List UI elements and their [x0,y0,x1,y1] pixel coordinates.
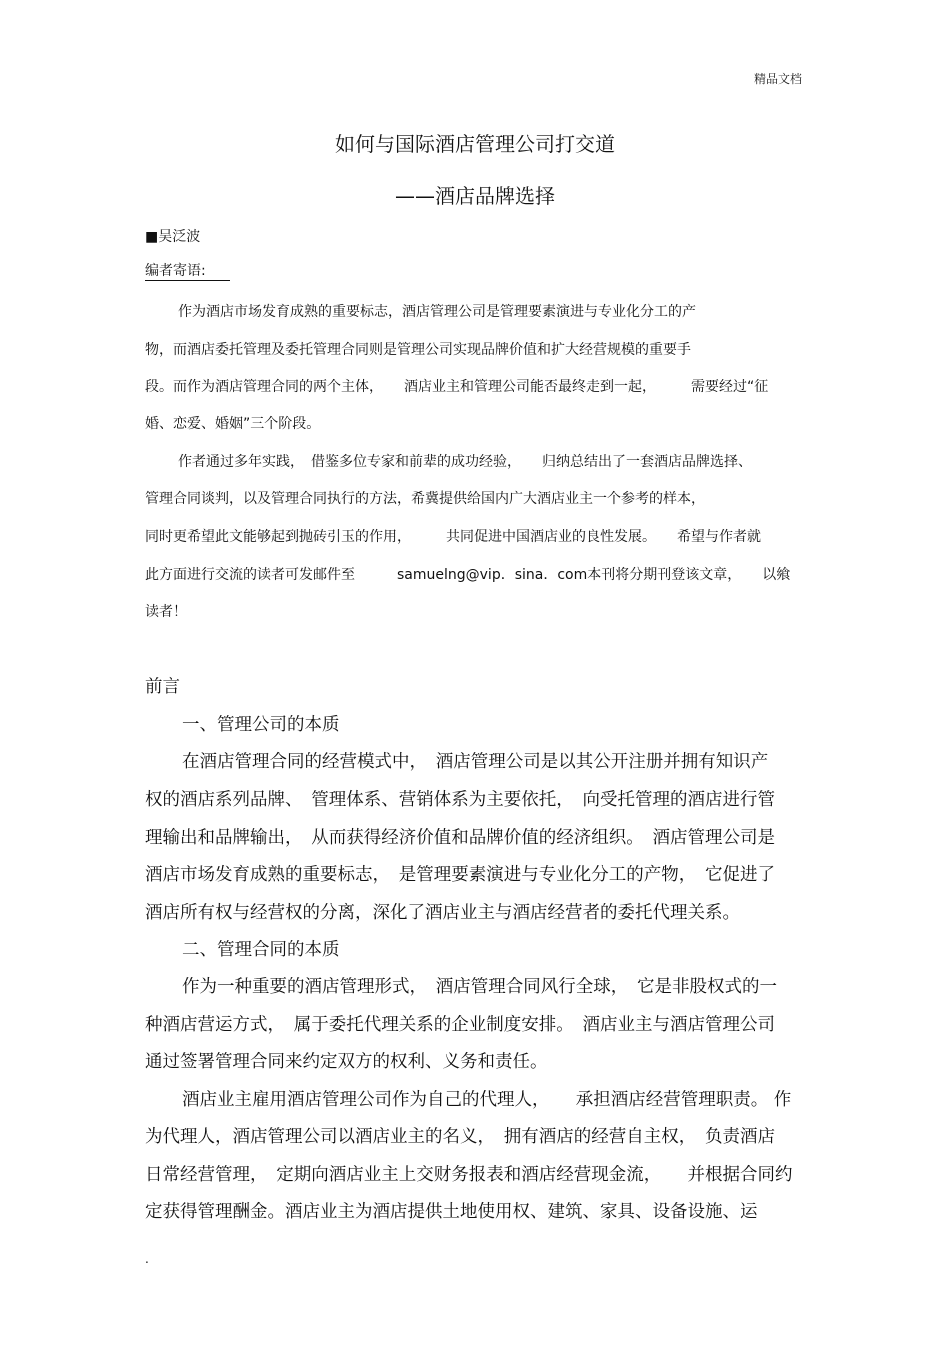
document-subtitle: ——酒店品牌选择 [395,184,555,208]
editor-line: 读者！ [145,604,187,620]
editor-note-label: 编者寄语: [145,262,230,281]
body-line: 作为一种重要的酒店管理形式， 酒店管理合同风行全球， 它是非股权式的一 [182,977,777,997]
preface-heading: 前言 [145,677,180,697]
body-line: 酒店市场发育成熟的重要标志， 是管理要素演进与专业化分工的产物， 它促进了 [145,865,775,885]
body-line: 酒店业主雇用酒店管理公司作为自己的代理人， 承担酒店经营管理职责。 作 [182,1090,792,1110]
body-line: 酒店所有权与经营权的分离，深化了酒店业主与酒店经营者的委托代理关系。 [145,903,740,923]
body-line: 种酒店营运方式， 属于委托代理关系的企业制度安排。 酒店业主与酒店管理公司 [145,1015,775,1035]
page-footer-dot: . [145,1252,149,1266]
editor-line: 作者通过多年实践， 借鉴多位专家和前辈的成功经验， 归纳总结出了一套酒店品牌选择、 [178,454,752,470]
document-title: 如何与国际酒店管理公司打交道 [335,132,615,156]
author-line: ■吴泛波 [145,229,201,245]
body-line: 在酒店管理合同的经营模式中， 酒店管理公司是以其公开注册并拥有知识产 [182,752,769,772]
editor-line: 婚、恋爱、婚姻”三个阶段。 [145,416,321,432]
editor-line: 作为酒店市场发育成熟的重要标志，酒店管理公司是管理要素演进与专业化分工的产 [178,304,696,320]
editor-line: 此方面进行交流的读者可发邮件至 samuelng@vip．sina．com本刊将分期刊登该文章， 以飨 [145,567,791,583]
body-line: 定获得管理酬金。酒店业主为酒店提供土地使用权、建筑、家具、设备设施、运 [145,1202,758,1222]
body-line: 为代理人，酒店管理公司以酒店业主的名义， 拥有酒店的经营自主权， 负责酒店 [145,1127,775,1147]
section-heading: 二、管理合同的本质 [182,940,340,960]
section-heading: 一、管理公司的本质 [182,715,340,735]
editor-line: 同时更希望此文能够起到抛砖引玉的作用， 共同促进中国酒店业的良性发展。 希望与作者就 [145,529,761,545]
body-line: 日常经营管理， 定期向酒店业主上交财务报表和酒店经营现金流， 并根据合同约 [145,1165,793,1185]
editor-line: 物，而酒店委托管理及委托管理合同则是管理公司实现品牌价值和扩大经营规模的重要手 [145,342,691,358]
header-label: 精品文档 [753,72,802,86]
body-line: 权的酒店系列品牌、 管理体系、营销体系为主要依托， 向受托管理的酒店进行管 [145,790,775,810]
editor-line: 段。而作为酒店管理合同的两个主体， 酒店业主和管理公司能否最终走到一起， 需要经过“征 [145,379,769,395]
editor-line: 管理合同谈判，以及管理合同执行的方法，希冀提供给国内广大酒店业主一个参考的样本， [145,491,705,507]
body-line: 通过签署管理合同来约定双方的权利、义务和责任。 [145,1052,548,1072]
body-line: 理输出和品牌输出， 从而获得经济价值和品牌价值的经济组织。 酒店管理公司是 [145,828,775,848]
